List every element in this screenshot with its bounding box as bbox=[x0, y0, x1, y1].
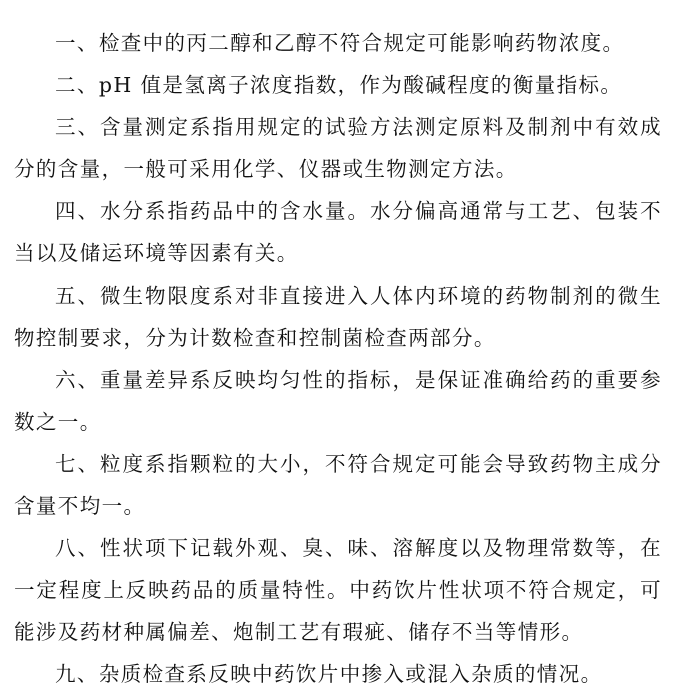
paragraph-text: 粒度系指颗粒的大小，不符合规定可能会导致药物主成分含量不均一。 bbox=[14, 451, 662, 519]
paragraph-6 bbox=[14, 359, 662, 443]
paragraph-number: 八、 bbox=[55, 536, 101, 561]
paragraph-number: 三、 bbox=[55, 115, 101, 140]
paragraph-8 bbox=[14, 527, 662, 653]
paragraph-text: 性状项下记载外观、臭、味、溶解度以及物理常数等，在一定程度上反映药品的质量特性。中药饮片性状项不符合规定，可能涉及药材种属偏差、炮制工艺有瑕疵、储存不当等情形。 bbox=[14, 536, 662, 645]
paragraph-text: 重量差异系反映均匀性的指标，是保证准确给药的重要参数之一。 bbox=[14, 367, 662, 434]
paragraph-text: pH 值是氢离子浓度指数，作为酸碱程度的衡量指标。 bbox=[98, 73, 623, 98]
paragraph-number: 七、 bbox=[55, 451, 101, 476]
paragraph-number: 六、 bbox=[55, 367, 101, 392]
paragraph-number: 四、 bbox=[55, 199, 101, 224]
paragraph-7 bbox=[14, 443, 662, 527]
paragraph-text: 水分系指药品中的含水量。水分偏高通常与工艺、包装不当以及储运环境等因素有关。 bbox=[14, 199, 662, 266]
paragraph-number: 一、 bbox=[55, 31, 99, 55]
paragraph-9 bbox=[14, 653, 662, 695]
paragraph-text: 检查中的丙二醇和乙醇不符合规定可能影响药物浓度。 bbox=[98, 31, 625, 55]
paragraph-text: 含量测定系指用规定的试验方法测定原料及制剂中有效成分的含量，一般可采用化学、仪器或生物测定方法。 bbox=[14, 115, 662, 182]
paragraph-text: 杂质检查系反映中药饮片中掺入或混入杂质的情况。 bbox=[98, 662, 603, 687]
paragraph-5 bbox=[14, 275, 662, 359]
paragraph-3 bbox=[14, 106, 662, 190]
paragraph-number: 二、 bbox=[55, 73, 99, 98]
paragraph-number: 五、 bbox=[55, 283, 101, 308]
paragraph-text: 微生物限度系对非直接进入人体内环境的药物制剂的微生物控制要求，分为计数检查和控制菌检查两部分。 bbox=[14, 283, 662, 350]
paragraph-2 bbox=[14, 64, 662, 106]
paragraph-1 bbox=[14, 22, 662, 64]
document-body bbox=[14, 22, 662, 696]
paragraph-number: 九、 bbox=[55, 662, 99, 687]
paragraph-4 bbox=[14, 190, 662, 274]
